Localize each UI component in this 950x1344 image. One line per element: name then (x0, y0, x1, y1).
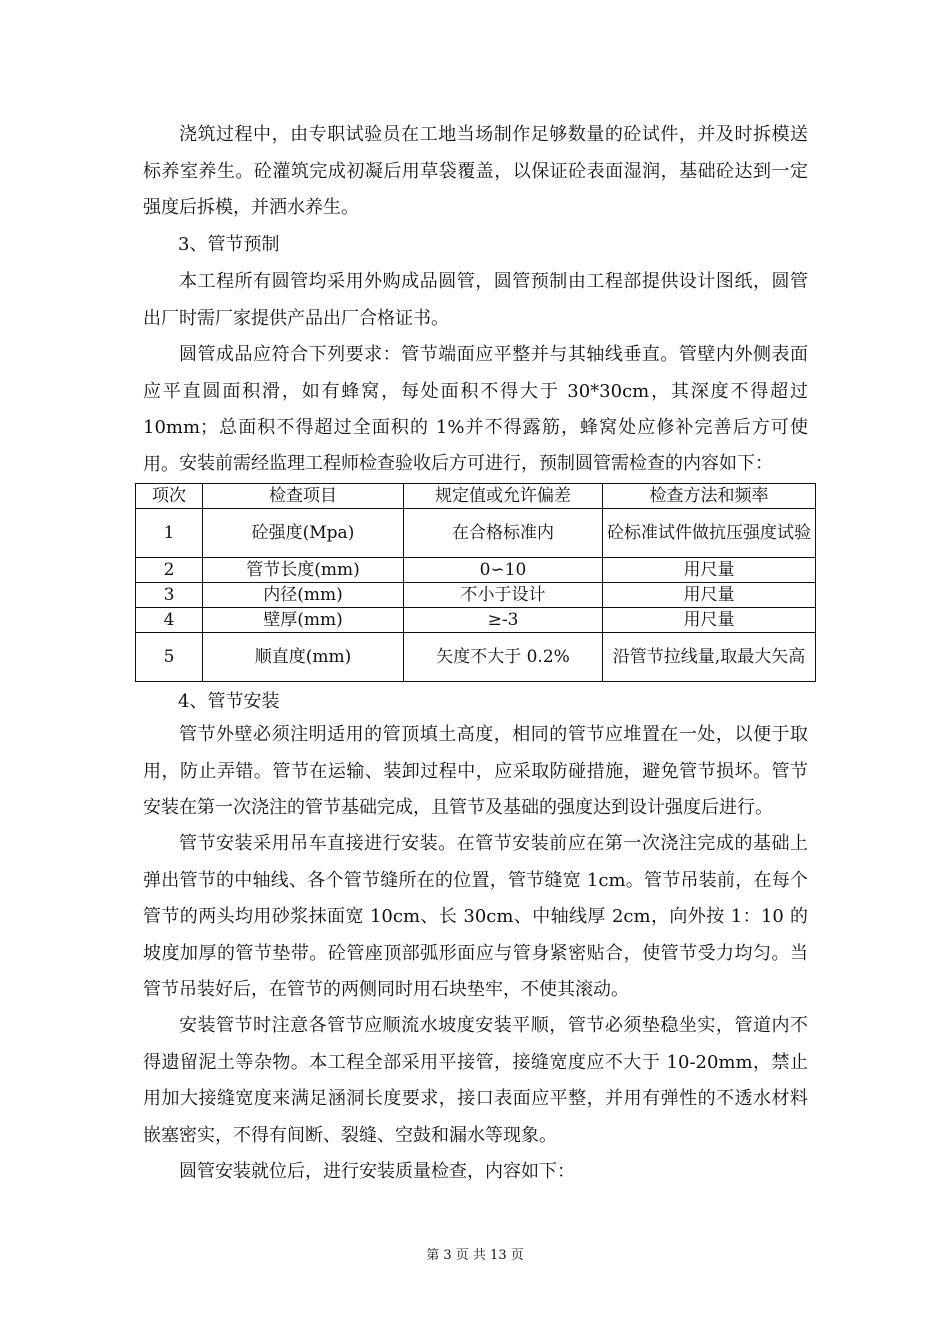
section-heading-3: 3、管节预制 (178, 234, 280, 255)
cell-method: 砼标准试件做抗压强度试验 (603, 509, 816, 558)
paragraph-inspection-intro: 安装前需经监理工程师检查验收后方可进行，预制圆管需检查的内容如下： (179, 453, 773, 474)
cell-item-no: 2 (136, 558, 203, 583)
cell-tolerance: 不小于设计 (404, 583, 603, 608)
paragraph-prefab-source: 本工程所有圆管均采用外购成品圆管，圆管预制由工程部提供设计图纸，圆管出厂时需厂家提供产品出厂合格证书。 (143, 271, 808, 329)
inspection-table (135, 483, 816, 682)
cell-check-item: 管节长度(mm) (203, 558, 404, 583)
cell-item-no: 1 (136, 509, 203, 558)
cell-method: 用尺量 (603, 583, 816, 608)
paragraph-quality-check-intro: 圆管安装就位后，进行安装质量检查，内容如下： (179, 1161, 575, 1182)
paragraph-pipe-lifting: 管节安装采用吊车直接进行安装。在管节安装前应在第一次浇注完成的基础上弹出管节的中轴线、各个管节缝所在的位置，管节缝宽 1cm。管节吊装前，在每个管节的两头均用砂浆抹面宽 10cm、长 30cm、中轴线厚 2cm，向外按 1：10 的坡度加厚的管节垫带。砼管座顶部弧形面应与管身紧密贴合，使管节受力均匀。当管节吊装好后，在管节的两侧同时用石块垫牢，不使其滚动。 (143, 833, 808, 1000)
paragraph-pipe-storage: 管节外壁必须注明适用的管顶填土高度，相同的管节应堆置在一处，以便于取用，防止弄错。管节在运输、装卸过程中，应采取防碰措施，避免管节损坏。管节安装在第一次浇注的管节基础完成，且管节及基础的强度达到设计强度后进行。 (143, 724, 808, 818)
section-heading-4: 4、管节安装 (178, 691, 280, 712)
cell-tolerance: 在合格标准内 (404, 509, 603, 558)
table-row (136, 509, 816, 558)
cell-check-item: 内径(mm) (203, 583, 404, 608)
cell-check-item: 顺直度(mm) (203, 633, 404, 682)
cell-check-item: 砼强度(Mpa) (203, 509, 404, 558)
cell-method: 沿管节拉线量,取最大矢高 (603, 633, 816, 682)
header-check-item: 检查项目 (203, 484, 404, 509)
table-row (136, 583, 816, 608)
header-method: 检查方法和频率 (603, 484, 816, 509)
table-row (136, 558, 816, 583)
page-number-footer: 第 3 页 共 13 页 (426, 1248, 524, 1263)
cell-tolerance: ≥-3 (404, 608, 603, 633)
paragraph-pipe-joints: 安装管节时注意各管节应顺流水坡度安装平顺，管节必须垫稳坐实，管道内不得遗留泥土等杂物。本工程全部采用平接管，接缝宽度应不大于 10-20mm，禁止用加大接缝宽度来满足涵洞长度要求，接口表面应平整，并用有弹性的不透水材料嵌塞密实，不得有间断、裂缝、空鼓和漏水等现象。 (143, 1015, 808, 1146)
cell-item-no: 4 (136, 608, 203, 633)
cell-check-item: 壁厚(mm) (203, 608, 404, 633)
table-row (136, 608, 816, 633)
cell-tolerance: 矢度不大于 0.2% (404, 633, 603, 682)
table-header-row (136, 484, 816, 509)
header-item-no: 项次 (136, 484, 203, 509)
cell-method: 用尺量 (603, 608, 816, 633)
paragraph-pouring: 浇筑过程中，由专职试验员在工地当场制作足够数量的砼试件，并及时拆模送标养室养生。砼灌筑完成初凝后用草袋覆盖，以保证砼表面湿润，基础砼达到一定强度后拆模，并洒水养生。 (143, 124, 808, 218)
cell-item-no: 3 (136, 583, 203, 608)
cell-tolerance: 0∽10 (404, 558, 603, 583)
cell-method: 用尺量 (603, 558, 816, 583)
table-row (136, 633, 816, 682)
paragraph-prefab-requirements: 圆管成品应符合下列要求：管节端面应平整并与其轴线垂直。管壁内外侧表面应平直圆面积滑，如有蜂窝，每处面积不得大于 30*30cm，其深度不得超过 10mm；总面积不得超过全面积的 1%并不得露筋，蜂窝处应修补完善后方可使用。 (143, 344, 808, 475)
header-tolerance: 规定值或允许偏差 (404, 484, 603, 509)
cell-item-no: 5 (136, 633, 203, 682)
